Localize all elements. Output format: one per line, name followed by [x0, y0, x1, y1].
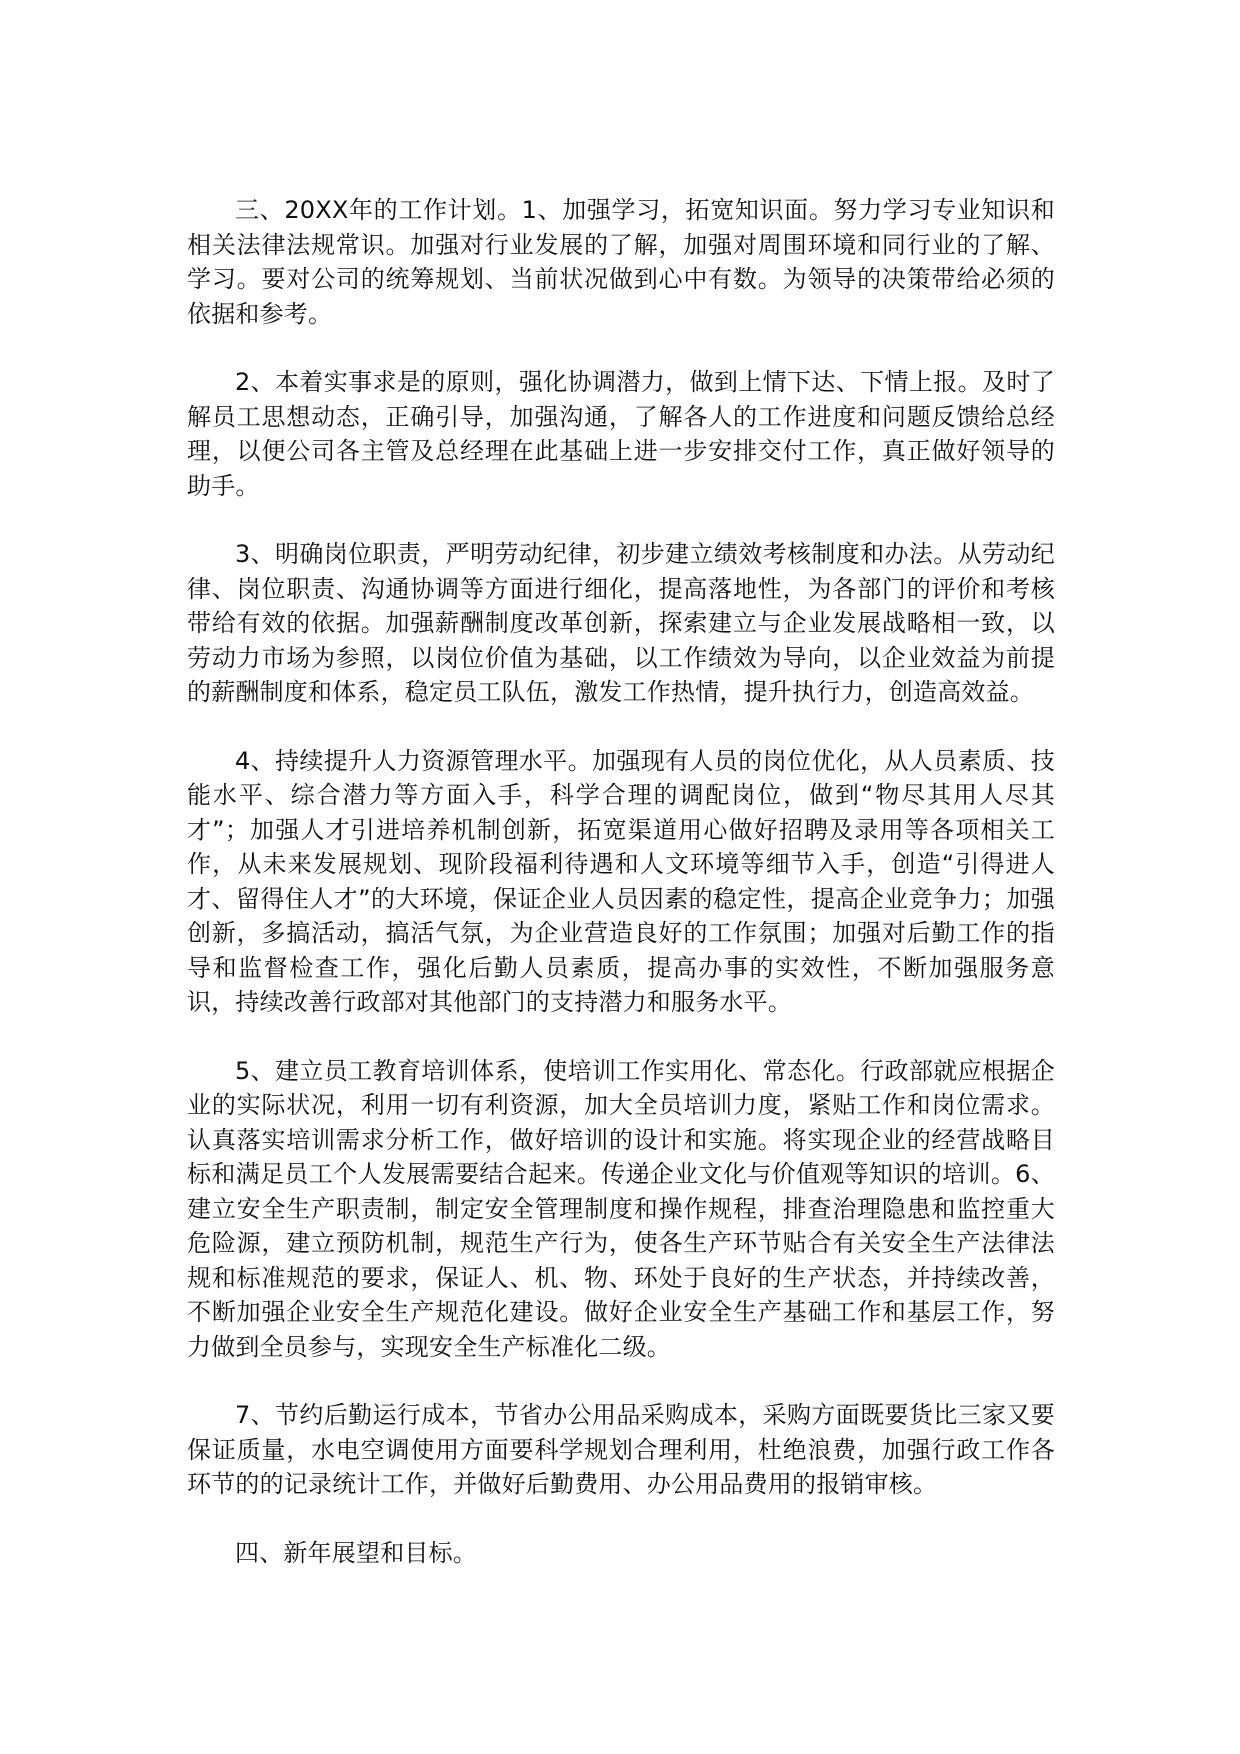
section-heading-new-year-outlook: 四、新年展望和目标。 [235, 1538, 477, 1567]
paragraph-plan-item-5-6: 5、建立员工教育培训体系，使培训工作实用化、常态化。行政部就应根据企业的实际状况，利用一切有利资源，加大全员培训力度，紧贴工作和岗位需求。认真落实培训需求分析工作，做好培训的设计和实施。将实现企业的经营战略目标和满足员工个人发展需要结合起来。传递企业文化与价值观等知识的培训。6、建立安全生产职责制，制定安全管理制度和操作规程，排查治理隐患和监控重大危险源，建立预防机制，规范生产行为，使各生产环节贴合有关安全生产法律法规和标准规范的要求，保证人、机、物、环处于良好的生产状态，并持续改善，不断加强企业安全生产规范化建设。做好企业安全生产基础工作和基层工作，努力做到全员参与，实现安全生产标准化二级。 [187, 1056, 1055, 1361]
paragraph-plan-item-7: 7、节约后勤运行成本，节省办公用品采购成本，采购方面既要货比三家又要保证质量，水电空调使用方面要科学规划合理利用，杜绝浪费，加强行政工作各环节的的记录统计工作，并做好后勤费用、办公用品费用的报销审核。 [187, 1401, 1055, 1498]
paragraph-plan-item-4: 4、持续提升人力资源管理水平。加强现有人员的岗位优化，从人员素质、技能水平、综合潜力等方面入手，科学合理的调配岗位，做到“物尽其用人尽其才”；加强人才引进培养机制创新，拓宽渠道用心做好招聘及录用等各项相关工作，从未来发展规划、现阶段福利待遇和人文环境等细节入手，创造“引得进人才、留得住人才”的大环境，保证企业人员因素的稳定性，提高企业竞争力；加强创新，多搞活动，搞活气氛，为企业营造良好的工作氛围；加强对后勤工作的指导和监督检查工作，强化后勤人员素质，提高办事的实效性，不断加强服务意识，持续改善行政部对其他部门的支持潜力和服务水平。 [187, 746, 1055, 1016]
paragraph-plan-item-3: 3、明确岗位职责，严明劳动纪律，初步建立绩效考核制度和办法。从劳动纪律、岗位职责、沟通协调等方面进行细化，提高落地性，为各部门的评价和考核带给有效的依据。加强薪酬制度改革创新，探索建立与企业发展战略相一致，以劳动力市场为参照，以岗位价值为基础，以工作绩效为导向，以企业效益为前提的薪酬制度和体系，稳定员工队伍，激发工作热情，提升执行力，创造高效益。 [187, 540, 1055, 706]
paragraph-plan-item-2: 2、本着实事求是的原则，强化协调潜力，做到上情下达、下情上报。及时了解员工思想动态，正确引导，加强沟通，了解各人的工作进度和问题反馈给总经理，以便公司各主管及总经理在此基础上进一步安排交付工作，真正做好领导的助手。 [187, 368, 1055, 500]
document-body [187, 193, 1055, 1570]
paragraph-work-plan-intro: 三、20XX年的工作计划。1、加强学习，拓宽知识面。努力学习专业知识和相关法律法规常识。加强对行业发展的了解，加强对周围环境和同行业的了解、学习。要对公司的统筹规划、当前状况做到心中有数。为领导的决策带给必须的依据和参考。 [187, 196, 1055, 328]
